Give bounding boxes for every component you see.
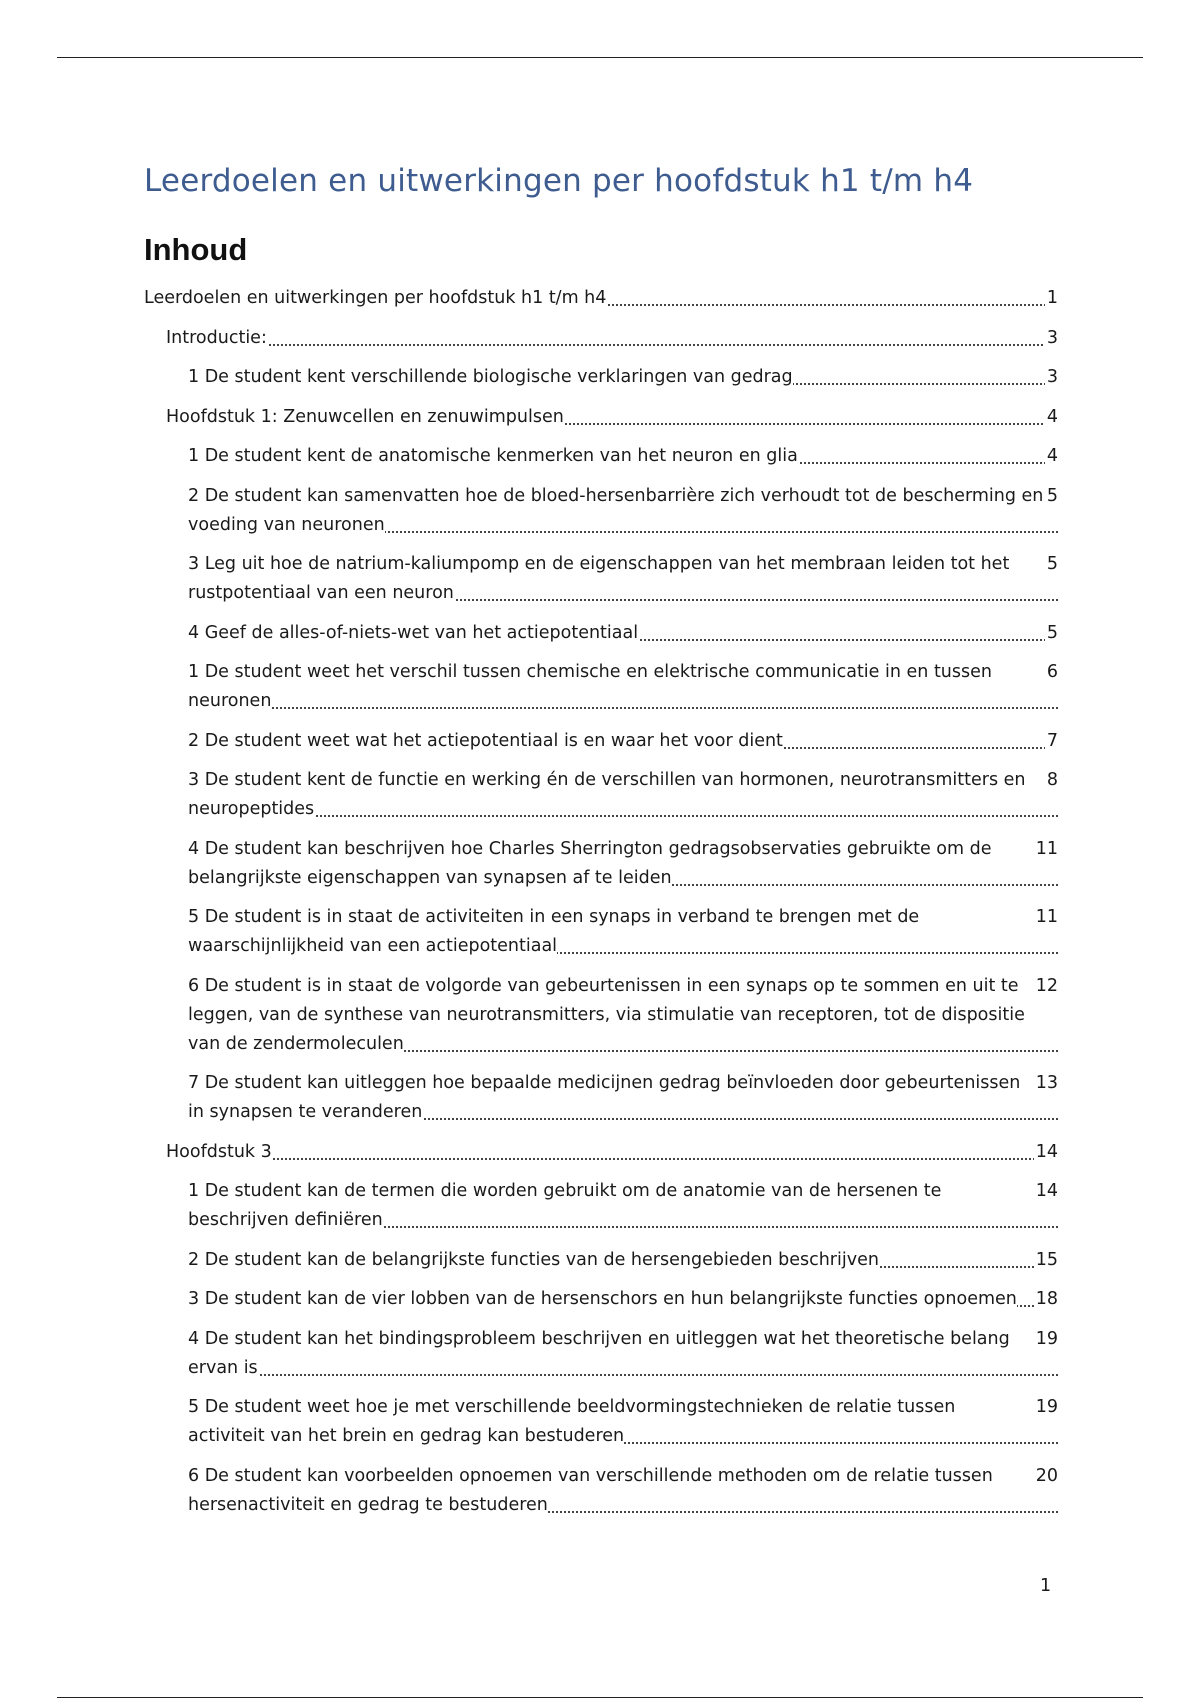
toc-entry-row [188, 972, 1058, 1059]
toc-entry-page: 20 [1034, 1462, 1058, 1491]
toc-entry-page: 18 [1034, 1285, 1058, 1314]
toc-entry-row [188, 363, 1058, 392]
toc-entry-text: 1 De student kent de anatomische kenmerken van het neuron en glia [188, 446, 798, 466]
toc-entry[interactable] [144, 1462, 1058, 1520]
toc-entry-row [188, 903, 1058, 961]
toc-entry-text: Hoofdstuk 1: Zenuwcellen en zenuwimpulsen [166, 406, 564, 427]
toc-entry-row [188, 1393, 1058, 1451]
toc-entry-page: 12 [1034, 972, 1058, 1001]
toc-entry[interactable] [144, 403, 1058, 432]
toc-entry-page: 6 [1045, 658, 1058, 687]
toc-entry-text: 3 Leg uit hoe de natrium-kaliumpomp en de eigenschappen van het membraan leiden tot het rustpotentiaal van een neuron [188, 554, 1010, 603]
toc-entry-row [188, 1069, 1058, 1127]
toc-entry-page: 19 [1034, 1325, 1058, 1354]
toc-entry-page: 5 [1045, 550, 1058, 579]
footer-rule [57, 1697, 1143, 1698]
toc-entry-row [188, 835, 1058, 893]
toc-entry-page: 11 [1034, 835, 1058, 864]
toc-entry[interactable] [144, 1069, 1058, 1127]
toc-entry-text: 1 De student weet het verschil tussen chemische en elektrische communicatie in en tussen neuronen [188, 662, 992, 711]
toc-entry-text: 4 De student kan beschrijven hoe Charles Sherrington gedragsobservaties gebruikte om de belangrijkste eigenschappen van synapsen af te leiden [188, 838, 992, 888]
toc-entry-row [166, 324, 1058, 353]
toc-entry-row [188, 766, 1058, 824]
toc-entry-text: 4 Geef de alles-of-niets-wet van het actiepotentiaal [188, 622, 639, 643]
toc-entry[interactable] [144, 550, 1058, 608]
toc-entry[interactable] [144, 1325, 1058, 1383]
toc-entry[interactable] [144, 1138, 1058, 1167]
toc-entry-row [166, 1138, 1058, 1167]
toc-entry-page: 11 [1034, 903, 1058, 932]
toc-entry-page: 1 [1045, 284, 1058, 313]
toc-entry[interactable] [144, 727, 1058, 756]
toc-entry-text: 6 De student kan voorbeelden opnoemen van verschillende methoden om de relatie tussen hersenactiviteit en gedrag te bestuderen [188, 1465, 993, 1515]
toc-entry-row [188, 1285, 1058, 1314]
toc-entry-text: 1 De student kan de termen die worden gebruikt om de anatomie van de hersenen te beschrijven definiëren [188, 1181, 942, 1230]
toc-entry-row [188, 442, 1058, 471]
toc-entry[interactable] [144, 363, 1058, 392]
toc-entry-text: 7 De student kan uitleggen hoe bepaalde medicijnen gedrag beïnvloeden door gebeurtenissen in synapsen te veranderen [188, 1073, 1021, 1122]
toc-entry-page: 5 [1045, 619, 1058, 648]
toc-entry[interactable] [144, 284, 1058, 313]
toc-entry[interactable] [144, 1246, 1058, 1275]
toc-entry-page: 4 [1045, 403, 1058, 432]
toc-entry-page: 3 [1045, 324, 1058, 353]
toc-entry-text: Introductie: [166, 327, 267, 348]
toc-entry-text: Leerdoelen en uitwerkingen per hoofdstuk h1 t/m h4 [144, 288, 607, 308]
toc-entry-row [188, 550, 1058, 608]
toc-entry[interactable] [144, 766, 1058, 824]
toc-entry-row [188, 658, 1058, 716]
toc-entry-row [188, 1325, 1058, 1383]
toc-entry-text: 1 De student kent verschillende biologische verklaringen van gedrag [188, 367, 793, 387]
toc-entry-row [188, 1462, 1058, 1520]
toc-entry-text: 3 De student kan de vier lobben van de hersenschors en hun belangrijkste functies opnoemen [188, 1289, 1017, 1309]
toc-entry-text: 2 De student weet wat het actiepotentiaal is en waar het voor dient [188, 730, 783, 751]
toc-entry-text: 6 De student is in staat de volgorde van gebeurtenissen in een synaps op te sommen en uit te leggen, van de synthese van neurotransmitters, via stimulatie van receptoren, tot de dispositie van de zendermoleculen [188, 975, 1025, 1054]
toc-entry[interactable] [144, 972, 1058, 1059]
table-of-contents [144, 284, 1058, 1530]
toc-entry-text: 3 De student kent de functie en werking én de verschillen van hormonen, neurotransmitters en neuropeptides [188, 770, 1026, 819]
toc-entry-text: 2 De student kan samenvatten hoe de bloed-hersenbarrière zich verhoudt tot de bescherming en voeding van neuronen [188, 485, 1044, 535]
header-rule [57, 57, 1143, 58]
toc-entry-text: 5 De student weet hoe je met verschillende beeldvormingstechnieken de relatie tussen activiteit van het brein en gedrag kan bestuderen [188, 1397, 956, 1446]
toc-entry[interactable] [144, 835, 1058, 893]
toc-entry[interactable] [144, 619, 1058, 648]
toc-entry-row [188, 482, 1058, 540]
toc-entry-text: 5 De student is in staat de activiteiten in een synaps in verband te brengen met de waarschijnlijkheid van een actiepotentiaal [188, 907, 920, 956]
toc-entry-text: Hoofdstuk 3 [166, 1141, 272, 1162]
toc-entry[interactable] [144, 482, 1058, 540]
toc-entry-page: 15 [1034, 1246, 1058, 1275]
toc-entry-page: 4 [1045, 442, 1058, 471]
toc-entry-text: 4 De student kan het bindingsprobleem beschrijven en uitleggen wat het theoretische belang ervan is [188, 1328, 1010, 1378]
toc-entry-page: 19 [1034, 1393, 1058, 1422]
toc-entry-page: 14 [1034, 1138, 1058, 1167]
toc-entry[interactable] [144, 903, 1058, 961]
toc-entry[interactable] [144, 324, 1058, 353]
toc-entry-row [188, 619, 1058, 648]
toc-entry[interactable] [144, 1177, 1058, 1235]
toc-entry-page: 14 [1034, 1177, 1058, 1206]
toc-entry-page: 3 [1045, 363, 1058, 392]
toc-entry-row [188, 1246, 1058, 1275]
toc-entry-page: 8 [1045, 766, 1058, 795]
document-title: Leerdoelen en uitwerkingen per hoofdstuk h1 t/m h4 [144, 163, 974, 199]
toc-entry-row [188, 1177, 1058, 1235]
toc-entry[interactable] [144, 442, 1058, 471]
page-number: 1 [1040, 1576, 1052, 1596]
toc-entry-page: 7 [1045, 727, 1058, 756]
toc-entry-text: 2 De student kan de belangrijkste functies van de hersengebieden beschrijven [188, 1249, 879, 1270]
toc-entry-row [144, 284, 1058, 313]
toc-entry-row [166, 403, 1058, 432]
toc-entry[interactable] [144, 1285, 1058, 1314]
toc-heading: Inhoud [144, 232, 248, 267]
toc-entry-page: 5 [1045, 482, 1058, 511]
toc-entry[interactable] [144, 658, 1058, 716]
toc-entry-row [188, 727, 1058, 756]
toc-entry[interactable] [144, 1393, 1058, 1451]
toc-entry-page: 13 [1034, 1069, 1058, 1098]
